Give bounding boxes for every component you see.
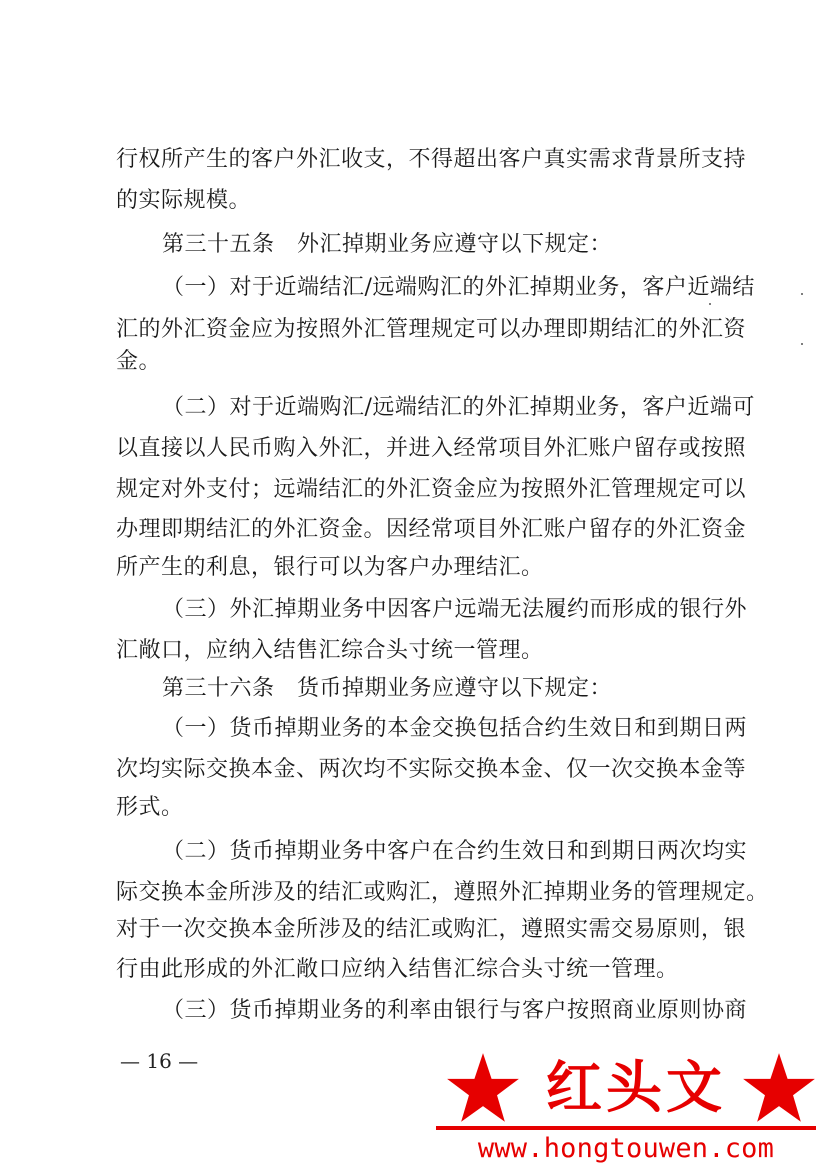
body-line: 形式。 bbox=[116, 795, 184, 820]
star-icon bbox=[444, 1050, 522, 1128]
body-line: 行由此形成的外汇敞口应纳入结售汇综合头寸统一管理。 bbox=[116, 957, 679, 982]
article-heading: 第三十五条 外汇掉期业务应遵守以下规定： bbox=[162, 232, 613, 257]
watermark-rule bbox=[436, 1126, 816, 1130]
body-line: 汇的外汇资金应为按照外汇管理规定可以办理即期结汇的外汇资 bbox=[116, 317, 747, 342]
page-number: — 16 — bbox=[120, 1049, 199, 1073]
body-line: （二）货币掉期业务中客户在合约生效日和到期日两次均实 bbox=[162, 839, 748, 864]
body-line: （二）对于近端购汇/远端结汇的外汇掉期业务，客户近端可 bbox=[162, 395, 755, 420]
body-line: 所产生的利息，银行可以为客户办理结汇。 bbox=[116, 555, 544, 580]
watermark-banner bbox=[430, 1050, 822, 1130]
watermark-title: 红头文 bbox=[546, 1055, 726, 1121]
body-line: 的实际规模。 bbox=[116, 188, 252, 213]
body-line: 次均实际交换本金、两次均不实际交换本金、仅一次交换本金等 bbox=[116, 757, 747, 782]
scan-speck bbox=[709, 303, 711, 305]
watermark-url[interactable]: www.hongtouwen.com bbox=[477, 1133, 775, 1164]
star-icon bbox=[740, 1050, 818, 1128]
body-line: 办理即期结汇的外汇资金。因经常项目外汇账户留存的外汇资金 bbox=[116, 517, 747, 542]
scan-speck bbox=[801, 343, 803, 345]
body-line: 际交换本金所涉及的结汇或购汇，遵照外汇掉期业务的管理规定。 bbox=[116, 880, 769, 905]
body-line: （三）外汇掉期业务中因客户远端无法履约而形成的银行外 bbox=[162, 597, 748, 622]
body-line: （一）货币掉期业务的本金交换包括合约生效日和到期日两 bbox=[162, 716, 748, 741]
body-line: 金。 bbox=[116, 349, 162, 374]
scan-speck bbox=[801, 293, 803, 295]
article-heading: 第三十六条 货币掉期业务应遵守以下规定： bbox=[162, 676, 613, 701]
body-line: 对于一次交换本金所涉及的结汇或购汇，遵照实需交易原则，银 bbox=[116, 917, 747, 942]
body-line: 以直接以人民币购入外汇，并进入经常项目外汇账户留存或按照 bbox=[116, 436, 747, 461]
body-line: 规定对外支付；远端结汇的外汇资金应为按照外汇管理规定可以 bbox=[116, 477, 747, 502]
body-line: （一）对于近端结汇/远端购汇的外汇掉期业务，客户近端结 bbox=[162, 275, 755, 300]
body-line: 行权所产生的客户外汇收支，不得超出客户真实需求背景所支持 bbox=[116, 147, 747, 172]
body-line: 汇敞口，应纳入结售汇综合头寸统一管理。 bbox=[116, 638, 544, 663]
body-line: （三）货币掉期业务的利率由银行与客户按照商业原则协商 bbox=[162, 998, 748, 1023]
site-watermark bbox=[430, 1050, 822, 1168]
